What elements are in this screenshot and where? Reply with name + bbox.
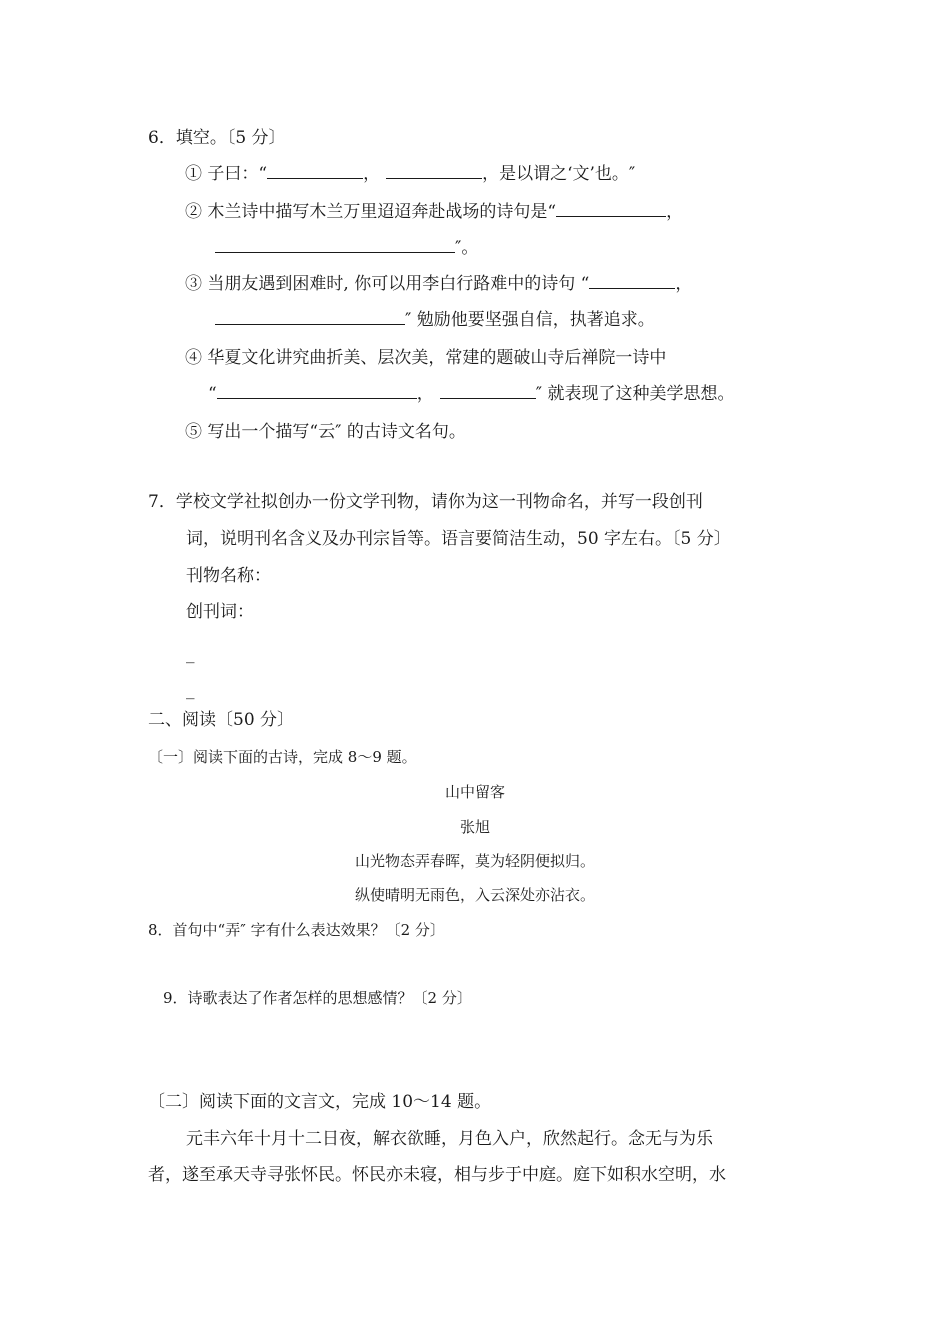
q6-item-1 — [185, 162, 635, 186]
part-2-intro: 〔二〕阅读下面的文言文，完成 10～14 题。 — [148, 1092, 492, 1112]
q6-item-5: ⑤ 写出一个描写“云″ 的古诗文名句。 — [185, 422, 466, 442]
q9: 9．诗歌表达了作者怎样的思想感情？〔2 分〕 — [163, 989, 472, 1007]
answer-blank[interactable] — [267, 162, 363, 179]
q8: 8．首句中“弄″ 字有什么表达效果？〔2 分〕 — [148, 921, 445, 939]
poem-line-1: 山光物态弄春晖，莫为轻阴便拟归。 — [354, 852, 595, 870]
poem-line-2: 纵使晴明无雨色，入云深处亦沾衣。 — [354, 886, 595, 904]
answer-blank[interactable] — [386, 162, 482, 179]
q6-item-4-text-c: ， — [416, 384, 434, 404]
poem-title: 山中留客 — [444, 783, 505, 801]
q7-foreword-label: 创刊词： — [186, 602, 254, 622]
q6-item-4-text-d: ″ 就表现了这种美学思想。 — [535, 384, 735, 404]
q6-item-3-text-b: ， — [675, 274, 693, 294]
q6-item-4: ④ 华夏文化讲究曲折美、层次美，常建的题破山寺后禅院一诗中 — [185, 348, 667, 368]
q6-item-3-text-a: ③ 当朋友遇到困难时, 你可以用李白行路难中的诗句 “ — [185, 274, 590, 294]
answer-blank[interactable] — [217, 382, 417, 399]
q6-item-1-text-c: ，是以谓之‘文’也。″ — [482, 164, 636, 184]
q6-item-2-text-a: ② 木兰诗中描写木兰万里迢迢奔赴战场的诗句是“ — [185, 202, 557, 222]
classical-text-line-2: 者，遂至承天寺寻张怀民。怀民亦未寝，相与步于中庭。庭下如积水空明，水 — [148, 1165, 726, 1185]
q6-item-2 — [185, 200, 683, 224]
q7-name-label: 刊物名称： — [186, 566, 271, 586]
q7-line-2: 词，说明刊名含义及办刊宗旨等。语言要简洁生动，50 字左右。〔5 分〕 — [186, 529, 731, 549]
q6-item-1-text-b: ， — [363, 164, 381, 184]
answer-blank[interactable] — [440, 382, 536, 399]
answer-blank[interactable] — [589, 272, 675, 289]
q6-title: 6．填空。〔5 分〕 — [148, 128, 286, 148]
q6-item-4-cont — [208, 382, 734, 406]
classical-text-line-1: 元丰六年十月十二日夜，解衣欲睡，月色入户，欣然起行。念无与为乐 — [186, 1129, 713, 1149]
q6-item-3-cont — [215, 308, 655, 332]
q6-item-3 — [185, 272, 692, 296]
q6-item-2-text-b: ， — [666, 202, 684, 222]
q6-item-2-text-c: ″。 — [455, 238, 479, 258]
q6-item-1-text-a: ① 子曰：“ — [185, 164, 268, 184]
answer-blank[interactable] — [215, 308, 405, 325]
q6-item-2-cont — [215, 236, 478, 260]
q7-answer-line-2[interactable]: _ — [186, 680, 195, 700]
section-2-heading: 二、阅读〔50 分〕 — [148, 710, 295, 730]
q7-answer-line-1[interactable]: _ — [186, 644, 195, 664]
q6-item-3-text-c: ″ 勉励他要坚强自信，执著追求。 — [405, 310, 655, 330]
q6-item-4-text-b: “ — [208, 384, 217, 404]
answer-blank[interactable] — [215, 236, 455, 253]
poem-author: 张旭 — [459, 818, 490, 836]
answer-blank[interactable] — [556, 200, 666, 217]
part-1-intro: 〔一〕阅读下面的古诗，完成 8～9 题。 — [148, 748, 417, 766]
q7-line-1: 7．学校文学社拟创办一份文学刊物，请你为这一刊物命名，并写一段创刊 — [148, 492, 703, 512]
